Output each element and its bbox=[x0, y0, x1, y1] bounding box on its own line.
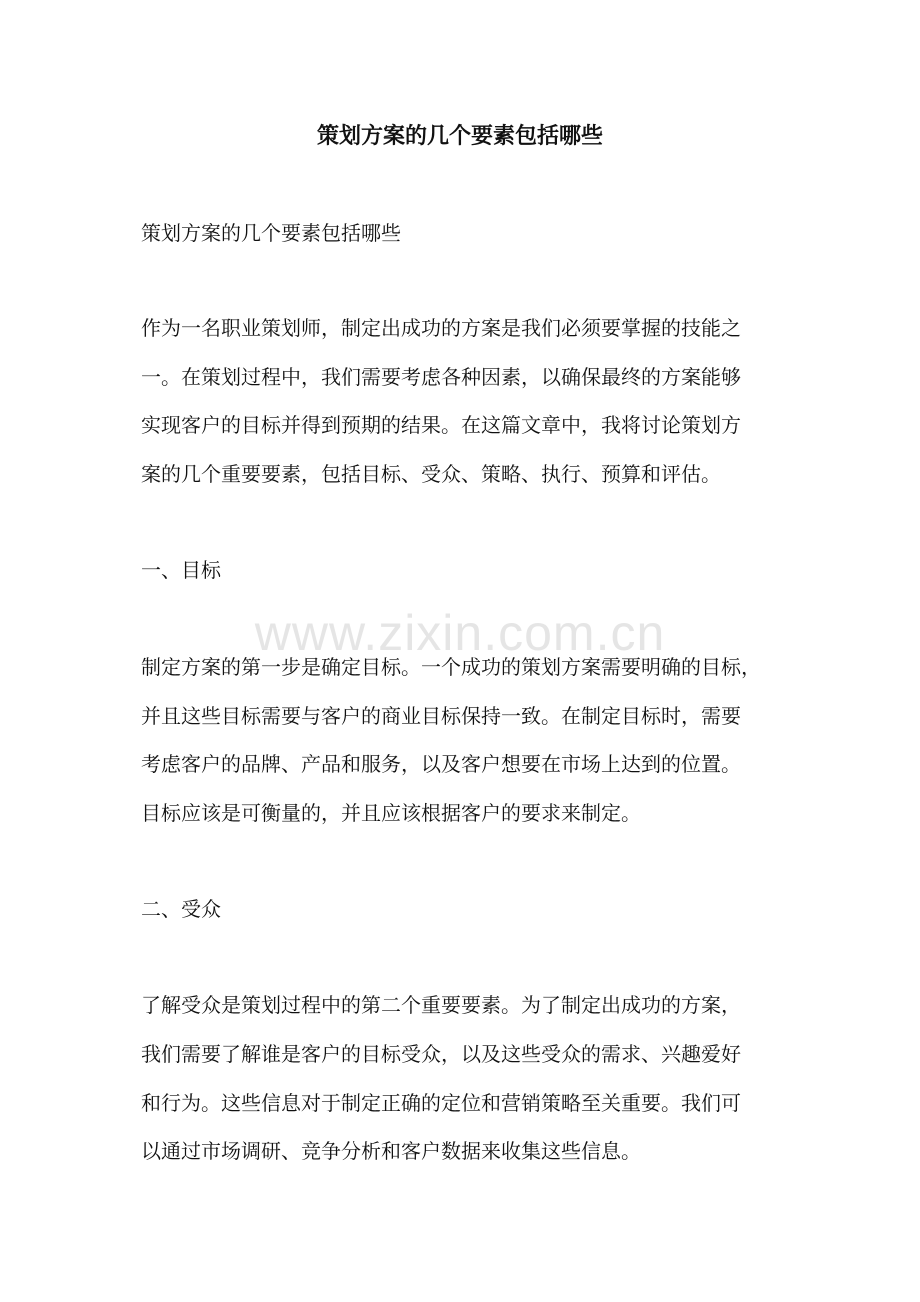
watermark-text: www.zixin.com.cn bbox=[254, 605, 666, 661]
section-goal-line: 目标应该是可衡量的，并且应该根据客户的要求来制定。 bbox=[141, 801, 641, 825]
section-audience-line: 和行为。这些信息对于制定正确的定位和营销策略至关重要。我们可 bbox=[141, 1091, 741, 1115]
section-audience-line: 以通过市场调研、竞争分析和客户数据来收集这些信息。 bbox=[141, 1139, 641, 1163]
section-heading-audience: 二、受众 bbox=[141, 897, 221, 921]
intro-line: 案的几个重要要素，包括目标、受众、策略、执行、预算和评估。 bbox=[141, 462, 721, 486]
intro-line: 实现客户的目标并得到预期的结果。在这篇文章中，我将讨论策划方 bbox=[141, 413, 741, 437]
section-goal-line: 考虑客户的品牌、产品和服务，以及客户想要在市场上达到的位置。 bbox=[141, 752, 741, 776]
section-audience-line: 我们需要了解谁是客户的目标受众，以及这些受众的需求、兴趣爱好 bbox=[141, 1042, 741, 1066]
section-audience-line: 了解受众是策划过程中的第二个重要要素。为了制定出成功的方案， bbox=[141, 993, 741, 1017]
document-title: 策划方案的几个要素包括哪些 bbox=[316, 123, 603, 149]
intro-line: 一。在策划过程中，我们需要考虑各种因素，以确保最终的方案能够 bbox=[141, 365, 741, 389]
section-goal-line: 并且这些目标需要与客户的商业目标保持一致。在制定目标时，需要 bbox=[141, 704, 741, 728]
intro-line: 作为一名职业策划师，制定出成功的方案是我们必须要掌握的技能之 bbox=[141, 316, 741, 340]
section-heading-goal: 一、目标 bbox=[141, 558, 221, 582]
section-goal-line: 制定方案的第一步是确定目标。一个成功的策划方案需要明确的目标， bbox=[141, 655, 761, 679]
document-subtitle: 策划方案的几个要素包括哪些 bbox=[141, 221, 401, 245]
